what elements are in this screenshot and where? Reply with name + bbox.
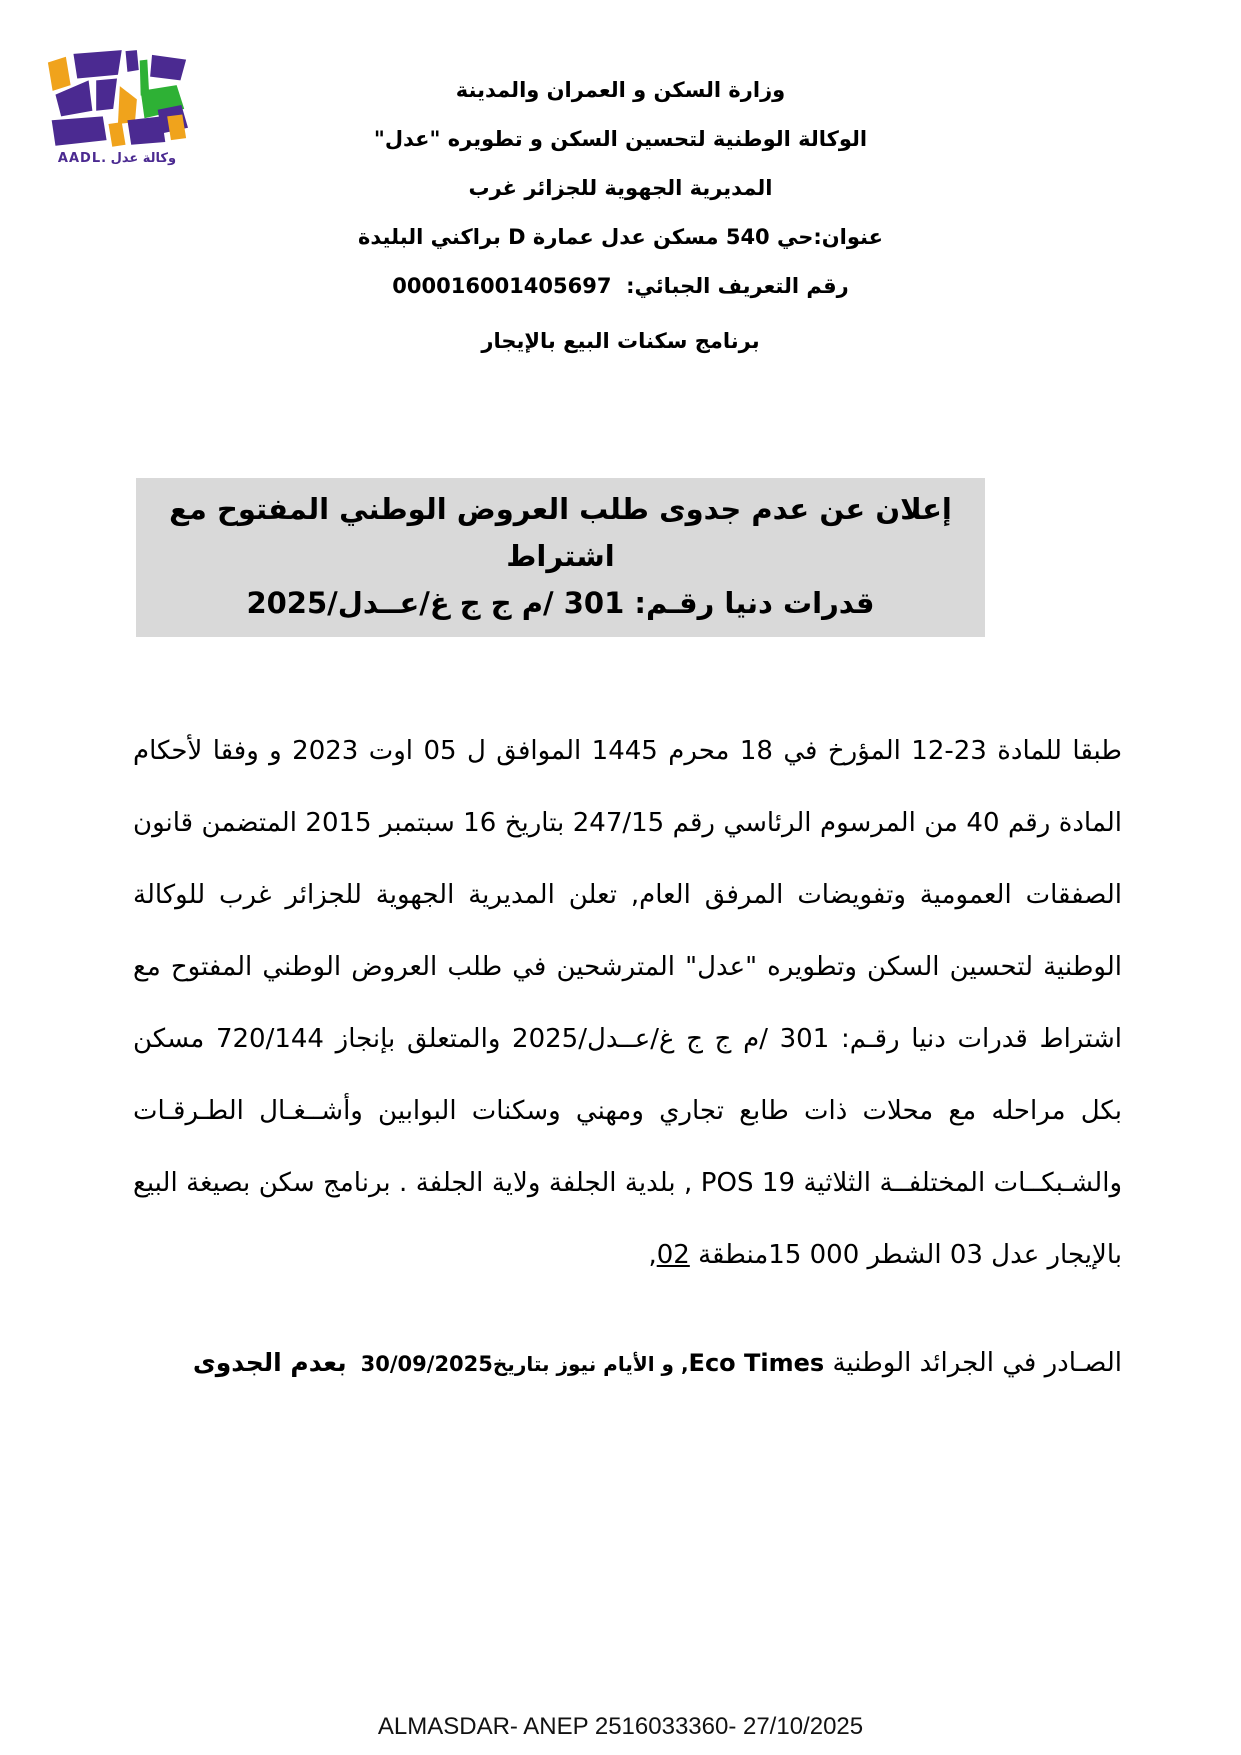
announcement-title-line-1: إعلان عن عدم جدوى طلب العروض الوطني المفتوح مع اشتراط [169, 492, 952, 573]
newspaper-el-ayem-and-date-label: , و الأيام نيوز بتاريخ [492, 1352, 689, 1376]
announcement-body [133, 715, 1122, 1291]
agency-name: الوكالة الوطنية لتحسين السكن و تطويره "عدل" [373, 127, 868, 151]
aadl-logo [42, 45, 192, 166]
body-main-text: طبقا للمادة 23-12 المؤرخ في 18 محرم 1445 الموافق ل 05 اوت 2023 و وفقا لأحكام المادة رقم 40 من المرسوم الرئاسي رقم 247/15 بتاريخ 16 سبتمبر 2015 المتضمن قانون الصفقات العمومية وتفويضات المرفق العام, تعلن المديرية الجهوية للجزائر غرب للوكالة الوطنية لتحسين السكن وتطويره "عدل" المترشحين في طلب العروض الوطني المفتوح مع اشتراط قدرات دنيا رقـم: 301 /م ج ج غ/عــدل/2025 والمتعلق بإنجاز 720/144 مسكن بكل مراحله مع محلات ذات طابع تجاري ومهني وسكنات البوابين وأشــغـال الطـرقـات والشـبكــات المختلفــة الثلاثية POS 19 , بلدية الجلفة ولاية الجلفة . برنامج سكن بصيغة البيع بالإيجار عدل 03 الشطر 000 15منطقة [133, 736, 1123, 1270]
ministry-name: وزارة السكن و العمران والمدينة [455, 78, 786, 102]
aadl-logo-caption: وكالة عدل .AADL [57, 151, 177, 166]
newspaper-eco-times: Eco Times [688, 1349, 825, 1377]
program-line: برنامج سكنات البيع بالإيجار [481, 329, 760, 353]
regional-directorate: المديرية الجهوية للجزائر غرب [468, 176, 773, 200]
body-tail-comma: , [648, 1240, 657, 1270]
publication-line [133, 1343, 1122, 1384]
announcement-title-box [136, 478, 985, 637]
announcement-title-line-2: قدرات دنيا رقـم: 301 /م ج ج غ/عــدل/2025 [246, 586, 875, 620]
body-underlined-zone-number: 02 [656, 1240, 690, 1270]
publication-date: 30/09/2025 [360, 1352, 493, 1376]
tax-id-line: رقم التعريف الجبائي: 000016001405697 [392, 274, 849, 298]
anep-footer: ALMASDAR- ANEP 2516033360- 27/10/2025 [377, 1713, 864, 1740]
unfruitfulness-note: بعدم الجدوى [192, 1348, 347, 1377]
publication-prefix: الصـادر في الجرائد الوطنية [824, 1348, 1122, 1378]
aadl-logo-mosaic-icon [46, 45, 188, 149]
address-line: عنوان:حي 540 مسكن عدل عمارة D براكني البليدة [358, 225, 883, 249]
